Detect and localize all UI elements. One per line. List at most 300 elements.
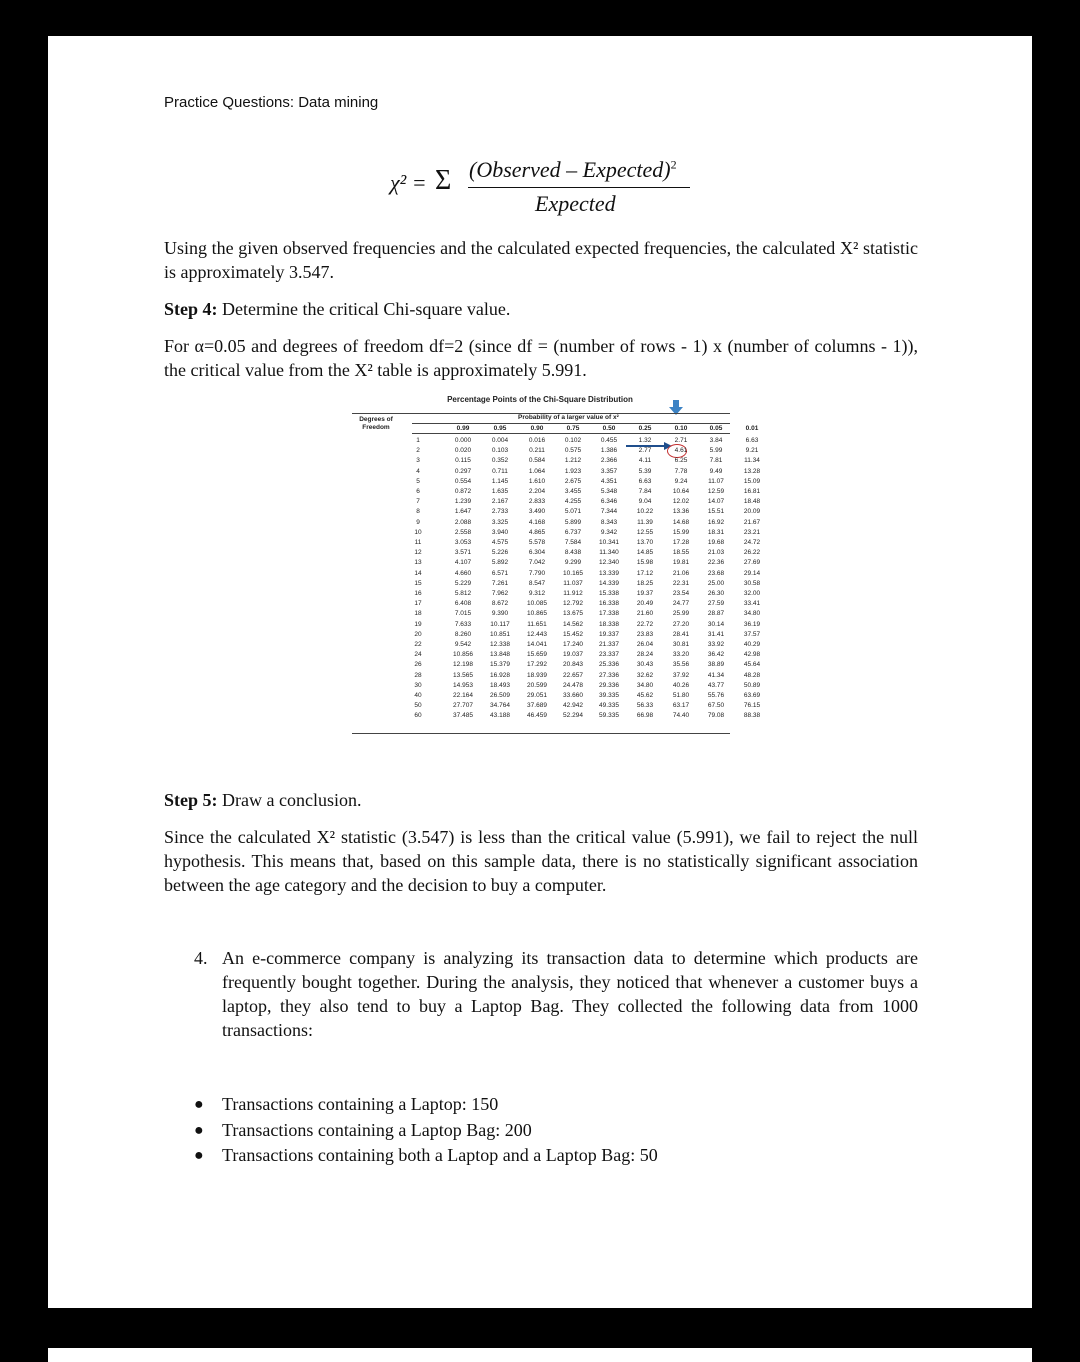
table-cell: 11.651 [527,620,547,628]
table-cell: 12.338 [490,641,510,648]
table-cell: 1.610 [528,477,546,485]
list-item: ● Transactions containing both a Laptop and a Laptop Bag: 50 [194,1143,894,1169]
table-cell: 21.337 [599,641,619,648]
table-cell: 8.672 [491,600,509,608]
table-cell: 0.211 [529,447,545,455]
table-cell: 11.07 [708,477,724,485]
table-cell: 30.43 [636,661,654,669]
table-cell: 0.103 [491,447,509,455]
table-cell: 10.341 [599,539,619,546]
table-cell: 18.338 [599,620,619,628]
table-cell: 27.707 [453,702,473,710]
table-cell: 0.554 [454,477,472,485]
formula-numerator: (Observed – Expected)$^2$ [469,157,677,182]
table-cell: 14.85 [636,549,654,557]
table-cell: 32.62 [636,671,654,679]
table-cell: 37.57 [743,630,761,638]
table-cell: 1.239 [454,498,472,506]
table-cell: 12.340 [599,559,619,567]
table-cell: 9.04 [638,498,652,506]
table-cell: 17.292 [527,661,547,669]
table-cell: 5.578 [528,539,546,546]
table-cell: 12.443 [527,630,547,638]
table-cell: 6.63 [638,477,652,485]
fraction-bar [468,187,690,188]
table-cell: 13.36 [672,508,690,516]
table-cell: 33.20 [672,651,690,659]
table-cell: 4.61 [674,447,688,455]
table-cell: 18.31 [707,528,725,536]
table-cell: 1.064 [528,467,546,475]
table-df-cell: 12 [414,549,422,557]
bullet-icon: ● [194,1121,204,1139]
table-cell: 11.037 [563,579,583,587]
table-cell: 4.168 [528,518,546,526]
table-cell: 8.547 [528,579,546,587]
table-df-cell: 20 [414,630,422,638]
table-cell: 28.41 [672,630,690,638]
table-cell: 15.98 [636,559,654,567]
table-df-cell: 28 [414,671,422,679]
table-cell: 27.336 [599,671,619,679]
table-cell: 34.80 [743,610,761,618]
table-cell: 16.338 [599,600,619,608]
table-df-cell: 4 [416,467,420,475]
table-cell: 42.98 [743,651,761,659]
table-cell: 11.340 [599,549,619,557]
table-df-cell: 26 [414,661,422,669]
table-cell: 30.81 [672,641,690,648]
table-cell: 8.343 [600,518,618,526]
table-cell: 1.647 [454,508,472,516]
table-cell: 22.36 [707,559,725,567]
table-cell: 0.711 [492,467,508,475]
table-cell: 33.92 [707,641,725,648]
table-cell: 0.297 [454,467,472,475]
step4-label: Step 4: [164,299,218,319]
question-number: 4. [194,948,208,968]
table-cell: 1.212 [564,457,582,465]
table-cell: 24.72 [743,539,761,546]
table-cell: 23.68 [707,569,725,577]
table-cell: 63.17 [672,702,690,710]
table-cell: 46.459 [527,712,547,720]
table-cell: 14.07 [707,498,725,506]
table-cell: 0.016 [528,437,546,444]
table-cell: 55.76 [707,692,725,699]
table-cell: 18.48 [743,498,761,506]
table-cell: 7.633 [454,620,472,628]
table-cell: 26.509 [490,692,510,699]
table-cell: 25.99 [672,610,690,618]
table-cell: 5.99 [709,447,723,455]
next-page-edge [48,1348,1032,1362]
table-cell: 23.54 [672,590,690,597]
table-cell: 13.28 [743,467,761,475]
table-cell: 22.72 [636,620,654,628]
table-cell: 3.325 [491,518,509,526]
table-cell: 10.851 [490,630,510,638]
table-cell: 30.14 [707,620,725,628]
table-cell: 25.00 [707,579,725,587]
table-cell: 1.32 [638,437,652,444]
table-df-cell: 50 [414,702,422,710]
table-cell: 4.11 [638,457,652,465]
table-cell: 0.000 [454,437,472,444]
table-df-cell: 9 [416,518,420,526]
table-cell: 30.58 [743,579,761,587]
dof-label: Degrees of Freedom [359,416,393,431]
table-cell: 13.848 [490,651,510,659]
table-df-cell: 18 [414,610,422,618]
table-df-cell: 60 [414,712,422,720]
table-cell: 13.675 [563,610,583,618]
table-df-cell: 11 [414,539,422,546]
table-cell: 6.737 [564,528,582,536]
table-cell: 3.053 [454,539,472,546]
table-cell: 9.299 [564,559,582,567]
table-cell: 18.493 [490,681,510,689]
table-cell: 9.342 [600,528,618,536]
chi-square-table [348,392,782,738]
table-df-cell: 17 [414,600,422,608]
table-df-cell: 13 [414,559,422,567]
table-column-header: 0.10 [674,425,688,432]
table-cell: 29.051 [527,692,547,699]
table-cell: 2.675 [564,477,582,485]
list-item: ● Transactions containing a Laptop Bag: 200 [194,1118,894,1144]
table-cell: 17.28 [672,539,690,546]
table-cell: 38.89 [707,661,725,669]
table-cell: 7.042 [528,559,546,567]
table-column-header: 0.99 [456,425,470,432]
table-cell: 17.338 [599,610,619,618]
table-cell: 37.485 [453,712,473,720]
table-cell: 56.33 [636,702,654,710]
document-page [48,36,1032,1308]
table-cell: 23.21 [743,528,761,536]
table-cell: 24.478 [563,681,583,689]
table-cell: 2.77 [638,447,652,455]
table-cell: 39.335 [599,692,619,699]
table-cell: 9.390 [491,610,509,618]
table-df-cell: 7 [416,498,420,506]
table-cell: 10.117 [490,620,510,628]
table-cell: 7.84 [638,488,652,495]
table-df-cell: 6 [416,488,420,495]
table-cell: 45.62 [636,692,654,699]
table-cell: 2.204 [528,488,546,495]
table-cell: 9.312 [528,590,546,597]
table-cell: 34.80 [636,681,654,689]
table-cell: 5.812 [454,590,472,597]
table-cell: 37.92 [672,671,690,679]
table-cell: 59.335 [599,712,619,720]
table-df-cell: 24 [414,651,422,659]
step4-heading [164,297,918,321]
table-cell: 4.107 [454,559,472,567]
table-cell: 7.962 [491,590,509,597]
table-cell: 0.020 [454,447,472,455]
table-cell: 17.12 [636,569,654,577]
table-cell: 3.571 [454,549,472,557]
table-cell: 2.366 [600,457,618,465]
table-cell: 5.39 [638,467,652,475]
table-cell: 67.50 [707,702,725,710]
table-cell: 42.942 [563,702,583,710]
table-cell: 26.04 [636,641,654,648]
step5-text: Draw a conclusion. [217,790,362,810]
table-cell: 21.03 [707,549,725,557]
table-cell: 28.24 [636,651,654,659]
table-cell: 32.00 [743,590,761,597]
table-cell: 51.80 [672,692,690,699]
table-cell: 27.69 [743,559,761,567]
table-cell: 13.70 [636,539,654,546]
formula-denominator: Expected [535,191,616,216]
bullet-list [194,1092,894,1169]
table-cell: 63.69 [743,692,761,699]
table-cell: 15.452 [563,630,583,638]
table-cell: 11.912 [563,590,583,597]
table-cell: 0.455 [600,437,618,444]
table-cell: 7.584 [564,539,582,546]
table-cell: 36.42 [707,651,725,659]
bullet-icon: ● [194,1096,204,1113]
table-cell: 15.659 [527,651,547,659]
table-cell: 22.657 [563,671,583,679]
table-cell: 18.939 [527,671,547,679]
table-cell: 15.338 [599,590,619,597]
table-cell: 18.55 [672,549,690,557]
table-cell: 31.41 [707,630,725,638]
table-cell: 19.81 [672,559,690,567]
table-cell: 45.64 [743,661,761,669]
table-cell: 3.940 [491,528,509,536]
table-cell: 36.19 [743,620,761,628]
table-cell: 0.115 [455,457,471,465]
table-cell: 14.68 [672,518,690,526]
table-cell: 2.558 [454,528,472,536]
table-cell: 20.843 [563,661,583,669]
table-cell: 52.294 [563,712,583,720]
table-cell: 12.198 [453,661,473,669]
table-column-header: 0.25 [638,425,652,432]
table-cell: 0.102 [564,437,582,444]
table-df-cell: 14 [414,569,422,577]
table-cell: 7.344 [600,508,618,516]
table-cell: 2.833 [528,498,546,506]
table-rule-bottom [352,733,730,734]
table-df-cell: 2 [416,447,420,455]
table-cell: 4.865 [528,528,546,536]
table-cell: 5.226 [491,549,509,557]
table-cell: 5.892 [491,559,509,567]
table-cell: 21.67 [743,518,761,526]
table-cell: 5.229 [454,579,472,587]
table-df-cell: 3 [416,457,420,465]
table-cell: 12.02 [672,498,690,506]
table-cell: 9.21 [745,447,759,455]
table-cell: 19.337 [599,630,619,638]
table-cell: 15.99 [672,528,690,536]
table-cell: 6.408 [454,600,472,608]
table-cell: 25.336 [599,661,619,669]
table-cell: 4.351 [600,477,618,485]
table-cell: 8.260 [454,630,472,638]
table-cell: 5.348 [600,488,618,495]
table-cell: 29.336 [599,681,619,689]
table-cell: 11.34 [744,457,760,465]
table-cell: 14.339 [599,579,619,587]
table-df-cell: 15 [414,579,422,587]
table-cell: 35.56 [672,661,690,669]
chi-square-formula [388,154,748,224]
table-cell: 3.84 [709,437,723,444]
table-cell: 14.953 [453,681,473,689]
table-cell: 1.635 [491,488,509,495]
table-cell: 79.08 [707,712,725,720]
table-cell: 23.337 [599,651,619,659]
table-cell: 21.60 [636,610,654,618]
table-cell: 9.49 [709,467,723,475]
table-cell: 6.571 [491,569,509,577]
sigma-symbol: Σ [435,165,452,196]
table-df-cell: 40 [414,692,422,699]
table-cell: 5.071 [564,508,582,516]
table-column-header: 0.75 [566,425,580,432]
table-df-cell: 22 [414,641,422,648]
table-cell: 12.55 [636,528,654,536]
table-cell: 37.689 [527,702,547,710]
table-cell: 40.26 [672,681,690,689]
table-cell: 9.542 [454,641,472,648]
table-cell: 26.22 [743,549,761,557]
table-cell: 10.22 [636,508,654,516]
table-cell: 3.490 [528,508,546,516]
table-cell: 41.34 [707,671,725,679]
table-df-cell: 8 [416,508,420,516]
table-cell: 0.575 [564,447,582,455]
table-cell: 21.06 [672,569,690,577]
question-4 [194,946,918,1042]
formula-lhs: χ² = [390,170,427,195]
table-cell: 49.335 [599,702,619,710]
table-cell: 7.81 [709,457,723,465]
table-df-cell: 30 [414,681,422,689]
table-cell: 14.562 [563,620,583,628]
table-cell: 11.39 [637,518,653,526]
table-cell: 6.346 [600,498,618,506]
table-cell: 20.09 [743,508,761,516]
table-column-header: 0.05 [709,425,723,432]
table-cell: 4.575 [491,539,509,546]
table-cell: 10.085 [527,600,547,608]
table-cell: 16.92 [707,518,725,526]
table-cell: 24.77 [672,600,690,608]
table-cell: 33.660 [563,692,583,699]
table-rule-prob [412,423,730,424]
table-cell: 16.928 [490,671,510,679]
table-df-cell: 1 [416,437,420,444]
table-cell: 7.790 [528,569,546,577]
table-cell: 3.455 [564,488,582,495]
table-cell: 15.51 [707,508,725,516]
table-cell: 33.41 [743,600,761,608]
table-cell: 34.764 [490,702,510,710]
table-cell: 0.584 [528,457,546,465]
table-cell: 5.899 [564,518,582,526]
table-cell: 29.14 [743,569,761,577]
table-cell: 8.438 [564,549,582,557]
table-cell: 22.164 [453,692,473,699]
table-cell: 4.660 [454,569,472,577]
table-df-cell: 5 [416,477,420,485]
table-cell: 19.037 [563,651,583,659]
table-cell: 0.352 [491,457,509,465]
critical-value-paragraph: For α=0.05 and degrees of freedom df=2 (since df = (number of rows - 1) x (number of columns - 1)), the critical value from the X² table is approximately 5.991. [164,336,918,380]
table-cell: 4.255 [564,498,582,506]
table-cell: 6.304 [528,549,546,557]
table-column-header: 0.90 [530,425,544,432]
table-df-cell: 10 [414,528,422,536]
table-column-header: 0.95 [493,425,507,432]
step5-label: Step 5: [164,790,218,810]
table-cell: 76.15 [743,702,761,710]
page-header: Practice Questions: Data mining [164,94,379,111]
table-cell: 1.145 [491,477,509,485]
table-cell: 19.68 [707,539,725,546]
table-cell: 3.357 [600,467,618,475]
table-cell: 10.165 [563,569,583,577]
table-cell: 0.872 [454,488,472,495]
table-cell: 50.89 [743,681,761,689]
table-cell: 9.24 [674,477,688,485]
table-cell: 20.49 [636,600,654,608]
question-text: An e-commerce company is analyzing its transaction data to determine which products are frequently bought together. During the analysis, they noticed that whenever a customer buys a laptop, they also tend to buy a Laptop Bag. They collected the following data from 1000 transactions: [222,948,918,1040]
table-cell: 16.81 [743,488,761,495]
table-cell: 40.29 [743,641,761,648]
step4-text: Determine the critical Chi-square value. [217,299,511,319]
table-cell: 7.261 [491,579,509,587]
table-cell: 10.64 [672,488,690,495]
list-item: ● Transactions containing a Laptop: 150 [194,1092,894,1118]
table-cell: 2.088 [454,518,472,526]
conclusion-paragraph: Since the calculated X² statistic (3.547) is less than the critical value (5.991), we fail to reject the null hypothesis. This means that, based on this sample data, there is no statistically significant association between the age category and the decision to buy a computer. [164,827,918,895]
table-cell: 66.98 [636,712,654,720]
table-title: Percentage Points of the Chi-Square Distribution [447,395,633,404]
table-cell: 88.38 [743,712,761,720]
table-cell: 18.25 [636,579,654,587]
table-column-header: 0.01 [745,425,759,432]
table-cell: 20.599 [527,681,547,689]
table-cell: 15.379 [490,661,510,669]
table-column-header: 0.50 [602,425,616,432]
table-cell: 15.09 [743,477,761,485]
table-cell: 27.20 [672,620,690,628]
bullet-icon: ● [194,1147,204,1164]
table-cell: 13.565 [453,671,473,679]
table-cell: 2.733 [491,508,509,516]
table-cell: 43.188 [490,712,510,720]
table-cell: 7.78 [674,467,688,475]
table-cell: 28.87 [707,610,725,618]
probability-label: Probability of a larger value of x² [518,414,619,421]
table-cell: 17.240 [563,641,583,648]
table-cell: 74.40 [672,712,690,720]
table-cell: 43.77 [707,681,725,689]
table-cell: 26.30 [707,590,725,597]
